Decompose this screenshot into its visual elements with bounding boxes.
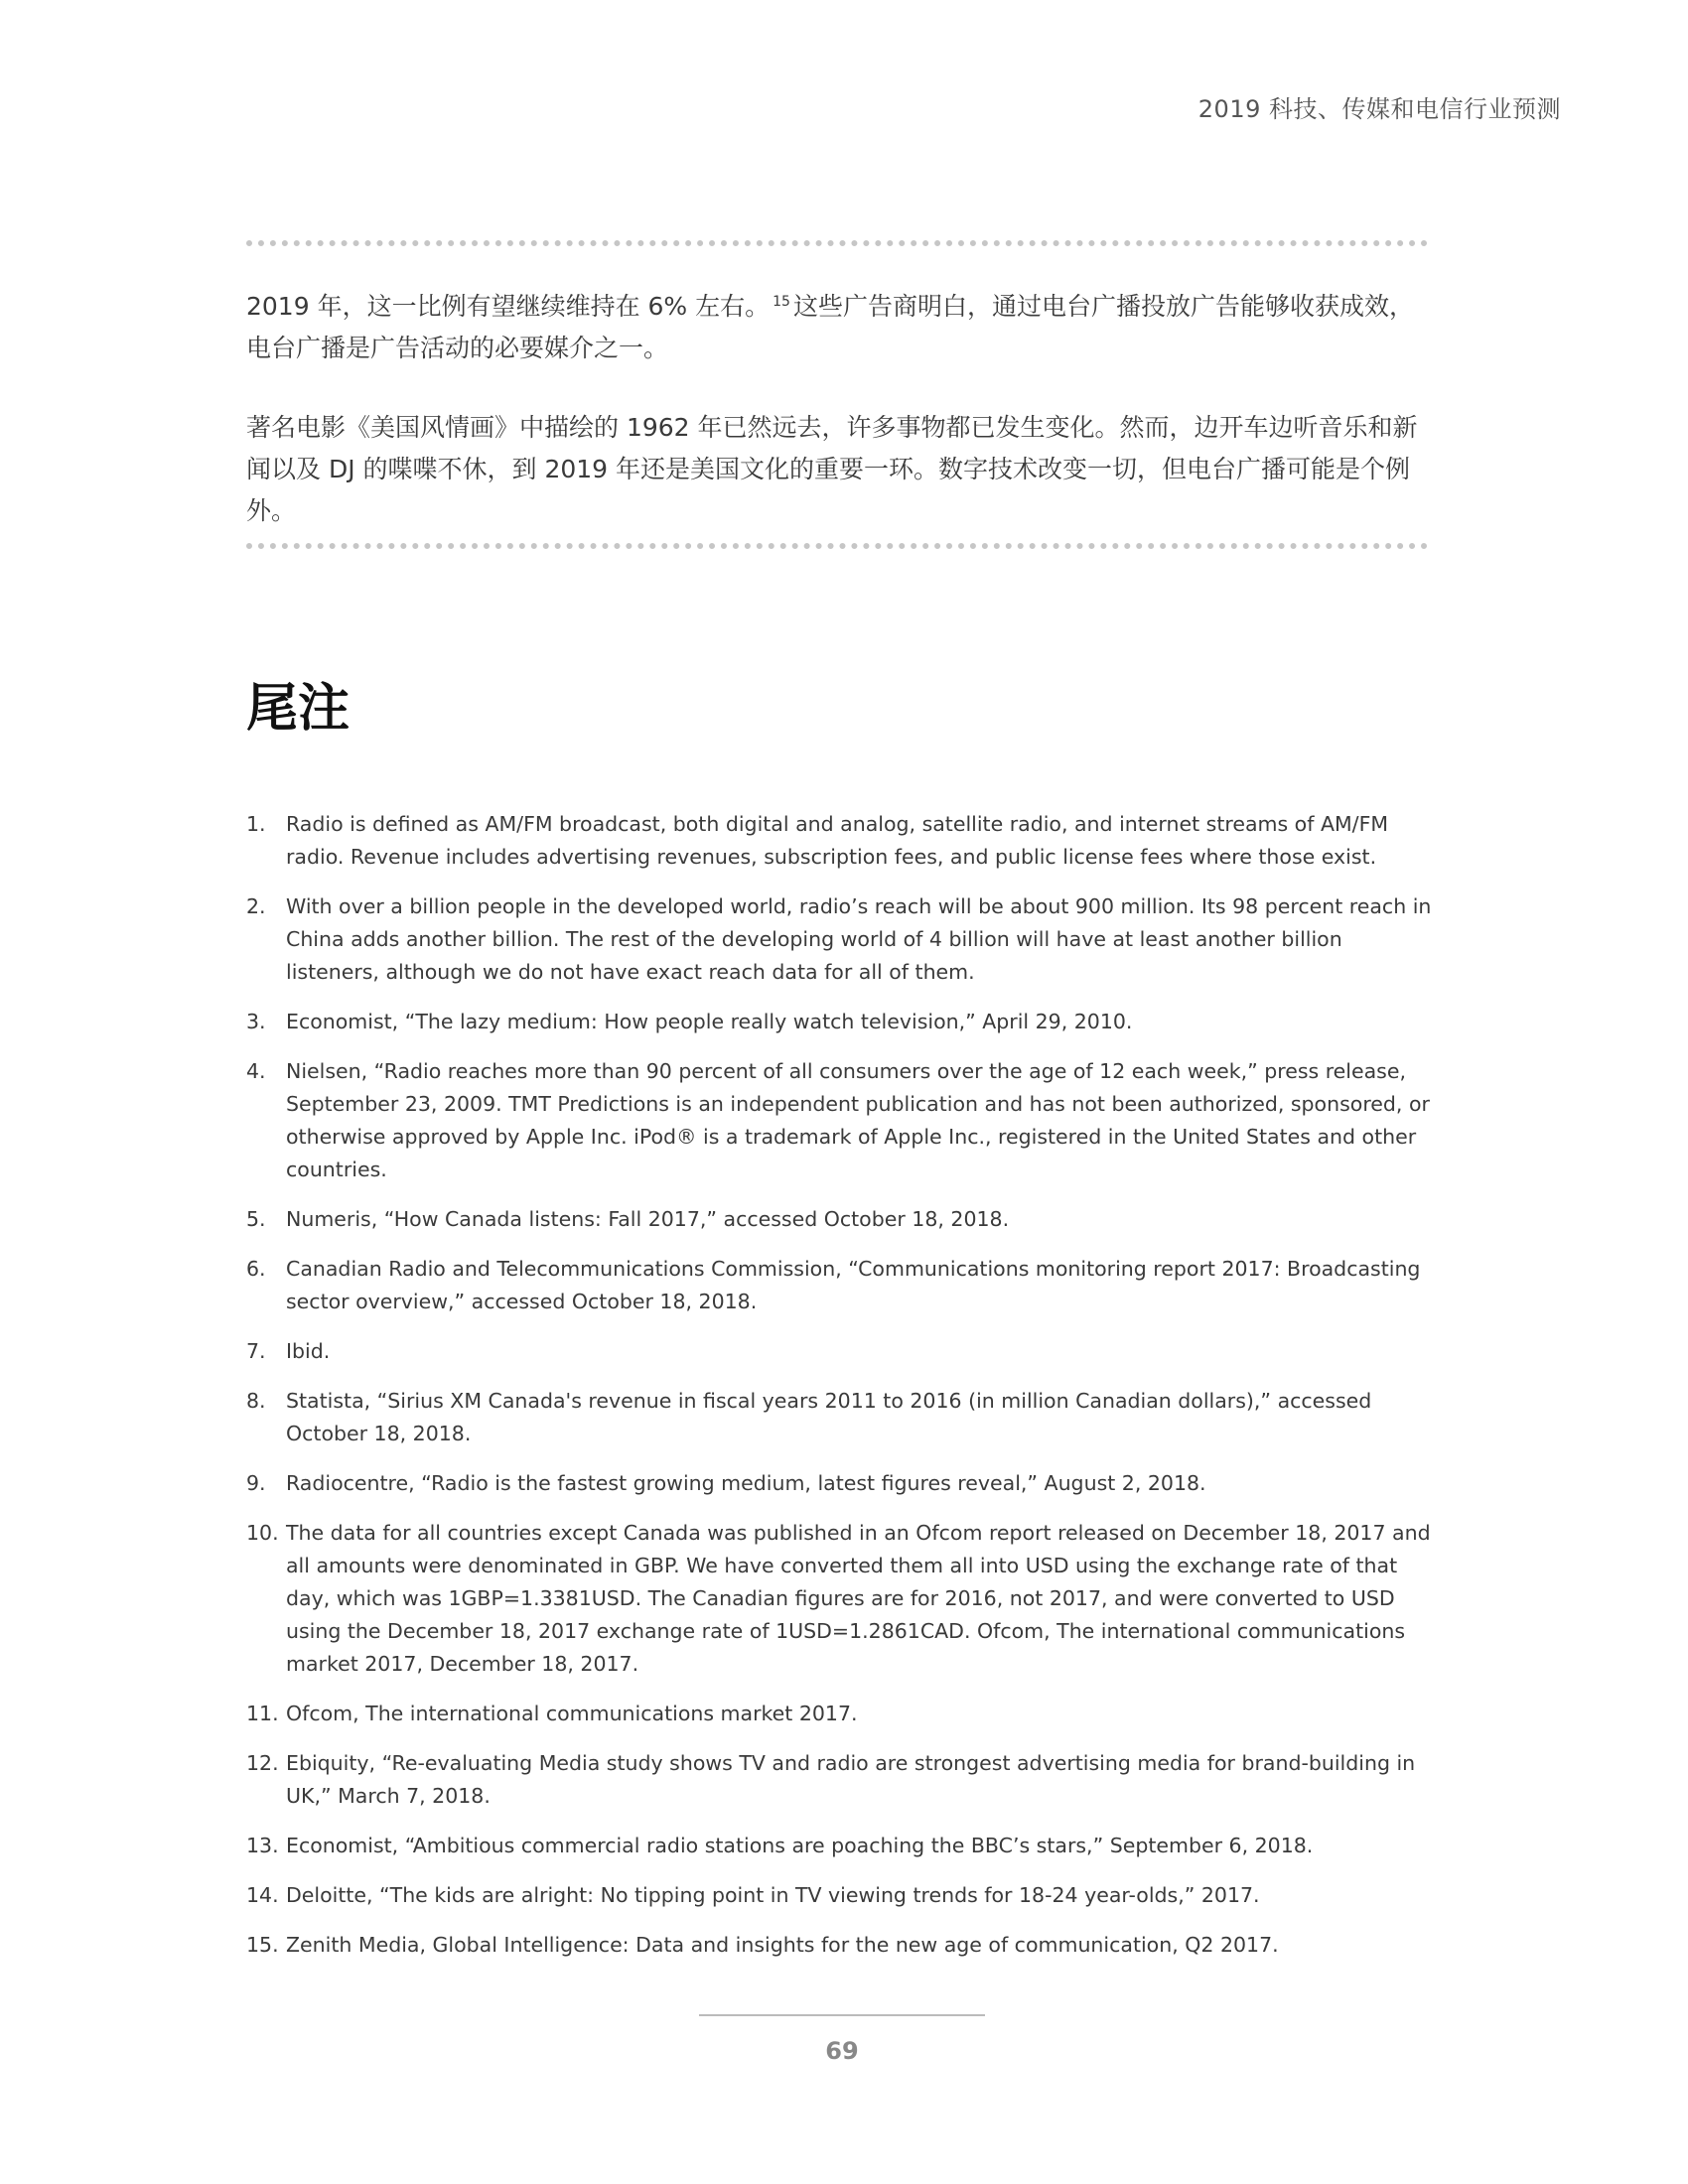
endnote-number: 1. [246,812,266,836]
endnotes-heading: 尾注 [246,679,351,739]
endnote-number: 11. [246,1702,279,1725]
endnote-text: Ofcom, The international communications market 2017. [286,1702,858,1725]
endnote-item [246,1830,1438,1862]
endnote-number: 3. [246,1010,266,1033]
endnote-number: 6. [246,1257,266,1281]
dotted-divider-bottom [246,543,1428,549]
endnote-text: Ebiquity, “Re-evaluating Media study shows TV and radio are strongest advertising media for brand-building in UK,” March 7, 2018. [286,1751,1416,1808]
endnote-number: 7. [246,1339,266,1363]
endnote-item [246,1698,1438,1730]
endnote-text: Economist, “Ambitious commercial radio stations are poaching the BBC’s stars,” September 6, 2018. [286,1834,1314,1857]
body-paragraph-2: 著名电影《美国风情画》中描绘的 1962 年已然远去，许多事物都已发生变化。然而，边开车边听音乐和新闻以及 DJ 的喋喋不休，到 2019 年还是美国文化的重要一环。数字技术改变一切，但电台广播可能是个例外。 [246,413,1418,525]
endnote-text: Deloitte, “The kids are alright: No tipping point in TV viewing trends for 18-24 year-olds,” 2017. [286,1883,1260,1907]
endnote-item [246,1006,1438,1038]
body-paragraph-1-text-end: 这些广告商明白，通过电台广播投放广告能够收获成效，电台广播是广告活动的必要媒介之一。 [246,292,1414,362]
endnote-number: 13. [246,1834,279,1857]
page-number: 69 [825,2037,859,2065]
endnote-item [246,1929,1438,1962]
endnote-item [246,808,1438,874]
endnote-number: 14. [246,1883,279,1907]
endnote-item [246,1203,1438,1236]
body-paragraph-1-text-start: 2019 年，这一比例有望继续维持在 6% 左右。 [246,292,771,321]
endnote-item [246,1055,1438,1186]
endnote-item [246,1747,1438,1813]
endnote-text: Ibid. [286,1339,331,1363]
footnote-reference[interactable]: 15 [773,293,790,310]
dotted-divider-top [246,240,1428,246]
endnotes-list [246,808,1438,1979]
endnote-item [246,1335,1438,1368]
endnote-number: 4. [246,1059,266,1083]
endnote-text: Nielsen, “Radio reaches more than 90 percent of all consumers over the age of 12 each week,” press release, September 23, 2009. TMT Predictions is an independent publication and has not been authorized, sponsored, or otherwise approved by Apple Inc. iPod® is a trademark of Apple Inc., registered in the United States and other countries. [286,1059,1430,1181]
endnote-text: Radio is defined as AM/FM broadcast, both digital and analog, satellite radio, and internet streams of AM/FM radio. Revenue includes advertising revenues, subscription fees, and public license fees where those exist. [286,812,1389,869]
endnote-number: 2. [246,894,266,918]
endnote-text: Canadian Radio and Telecommunications Commission, “Communications monitoring report 2017: Broadcasting sector overview,” accessed October 18, 2018. [286,1257,1421,1313]
endnote-item [246,1253,1438,1318]
endnote-text: Numeris, “How Canada listens: Fall 2017,” accessed October 18, 2018. [286,1207,1010,1231]
endnote-text: Zenith Media, Global Intelligence: Data and insights for the new age of communication, Q2 2017. [286,1933,1279,1957]
endnote-number: 8. [246,1389,266,1413]
endnote-text: Statista, “Sirius XM Canada's revenue in fiscal years 2011 to 2016 (in million Canadian dollars),” accessed October 18, 2018. [286,1389,1372,1445]
endnote-text: The data for all countries except Canada was published in an Ofcom report released on December 18, 2017 and all amounts were denominated in GBP. We have converted them all into USD using the exchange rate of that day, which was 1GBP=1.3381USD. The Canadian figures are for 2016, not 2017, and were converted to USD using the December 18, 2017 exchange rate of 1USD=1.2861CAD. Ofcom, The international communications market 2017, December 18, 2017. [286,1521,1431,1676]
endnote-item [246,1467,1438,1500]
endnote-number: 12. [246,1751,279,1775]
body-paragraph-1 [246,286,1438,369]
endnote-number: 5. [246,1207,266,1231]
footer-divider [699,2014,985,2016]
endnote-item [246,1385,1438,1450]
endnote-number: 9. [246,1471,266,1495]
endnote-text: Economist, “The lazy medium: How people really watch television,” April 29, 2010. [286,1010,1133,1033]
endnote-item [246,1517,1438,1681]
running-header-title: 2019 科技、传媒和电信行业预测 [1197,95,1561,123]
endnote-text: With over a billion people in the developed world, radio’s reach will be about 900 million. Its 98 percent reach in China adds another billion. The rest of the developing world of 4 billion will have at least another billion listeners, although we do not have exact reach data for all of them. [286,894,1432,984]
endnote-text: Radiocentre, “Radio is the fastest growing medium, latest figures reveal,” August 2, 2018. [286,1471,1206,1495]
endnote-item [246,890,1438,989]
endnote-number: 10. [246,1521,279,1545]
endnote-item [246,1879,1438,1912]
endnote-number: 15. [246,1933,279,1957]
